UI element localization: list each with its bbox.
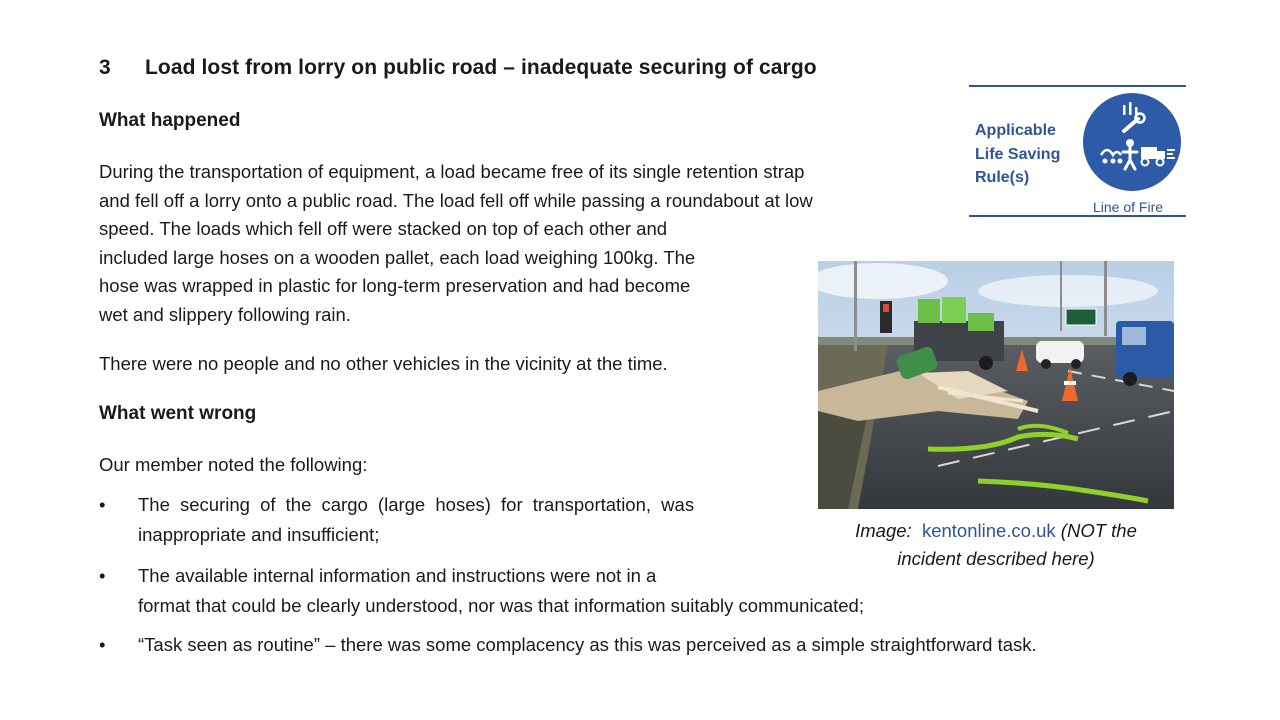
bullet-line: The available internal information and instructions were not in a [138, 565, 657, 586]
caption-line [818, 517, 1174, 545]
rule-label-line: Applicable [975, 122, 1056, 139]
paragraph-line: During the transportation of equipment, a load became free of its single retention strap [99, 161, 805, 182]
what-went-wrong-heading: What went wrong [99, 403, 257, 424]
bullet-symbol: • [99, 565, 106, 586]
bullet-line: The securing of the cargo (large hoses) for transportation, was [138, 494, 695, 515]
bullet-symbol: • [99, 494, 106, 515]
road-scene-image [818, 261, 1174, 509]
what-happened-heading: What happened [99, 110, 241, 131]
paragraph-line: hose was wrapped in plastic for long-term preservation and had become [99, 275, 691, 296]
section-title [99, 56, 817, 80]
rule-label [975, 119, 1060, 190]
source-link[interactable]: kentonline.co.uk [921, 520, 1056, 541]
life-saving-rule-box [969, 85, 1186, 217]
rule-label-line: Rule(s) [975, 169, 1030, 186]
rule-label-line: Life Saving [975, 145, 1061, 163]
paragraph-line: speed. The loads which fell off were stacked on top of each other and [99, 218, 668, 239]
bullet-text [138, 490, 694, 550]
incident-photo [818, 261, 1174, 509]
findings-intro: Our member noted the following: [99, 454, 368, 475]
vicinity-note: There were no people and no other vehicles in the vicinity at the time. [99, 353, 668, 374]
line-of-fire-icon [1083, 93, 1181, 191]
caption-suffix: (NOT the [1060, 520, 1137, 541]
section-title-text: Load lost from lorry on public road – inadequate securing of cargo [145, 56, 817, 79]
section-number: 3 [99, 56, 111, 79]
rule-caption: Line of Fire [1093, 199, 1164, 215]
image-caption [818, 517, 1174, 573]
paragraph-line: included large hoses on a wooden pallet, each load weighing 100kg. The [99, 246, 696, 268]
bullet-symbol: • [99, 634, 106, 655]
what-happened-paragraph [99, 158, 813, 329]
bullet-line: “Task seen as routine” – there was some complacency as this was perceived as a simple straightforward task. [138, 634, 1037, 655]
caption-line: incident described here) [897, 548, 1095, 569]
paragraph-line: wet and slippery following rain. [99, 303, 351, 325]
paragraph-line: and fell off a lorry onto a public road. The load fell off while passing a roundabout at low [99, 189, 813, 211]
bullet-text [138, 561, 864, 621]
bullet-line: format that could be clearly understood, nor was that information suitably communicated; [138, 595, 864, 616]
bullet-text [138, 630, 1037, 660]
caption-prefix: Image: [855, 520, 912, 541]
bullet-line: inappropriate and insufficient; [138, 524, 380, 545]
